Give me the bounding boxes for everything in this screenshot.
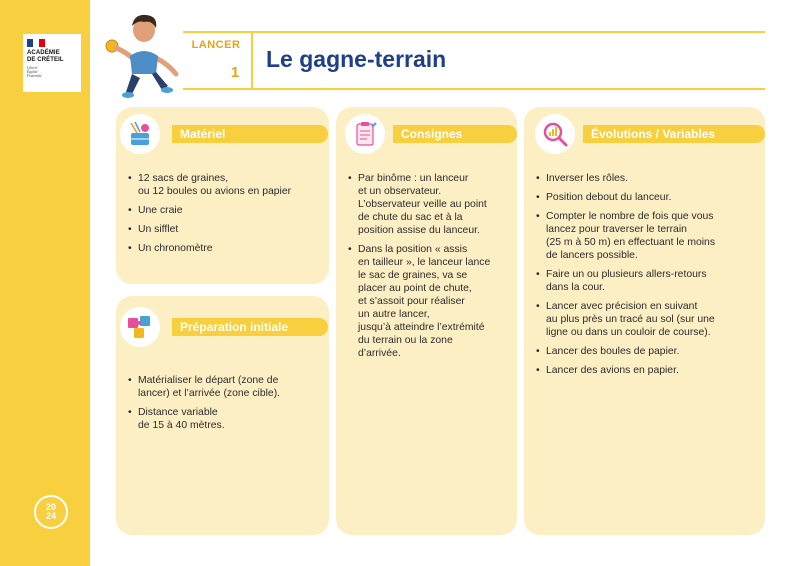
consignes-heading: Consignes (393, 125, 517, 143)
basket-equipment-icon (120, 114, 160, 154)
list-item: • Faire un ou plusieurs allers-retours dans la cour. (536, 268, 762, 294)
puzzle-icon (120, 307, 160, 347)
thrower-illustration (102, 8, 182, 100)
materiel-heading: Matériel (172, 125, 328, 143)
list-item: • Matérialiser le départ (zone de lancer) et l’arrivée (zone cible). (128, 374, 326, 400)
logo-motto (27, 66, 77, 79)
list-item: • Compter le nombre de fois que vous lancez pour traverser le terrain (25 m à 50 m) en effectuant le moins de lancers possible. (536, 210, 762, 262)
header-line-top (183, 31, 765, 33)
evolutions-heading: Évolutions / Variables (583, 125, 765, 143)
list-item: • Par binôme : un lanceur et un observateur. L’observateur veille au point de chute du sac et à la position assise du lanceur. (348, 172, 516, 237)
header-line-bottom (183, 88, 765, 90)
academy-logo (23, 34, 81, 92)
clipboard-icon (345, 114, 385, 154)
evolutions-list (536, 172, 762, 383)
level-number: 1 (230, 64, 240, 81)
list-item: • Dans la position « assis en tailleur », le lanceur lance le sac de graines, va se placer au point de chute, et s’assoit pour réaliser un autre lancer, jusqu’à atteindre l’extrémité du terrain ou la zone d’arrivée. (348, 243, 516, 360)
list-item: • Lancer des avions en papier. (536, 364, 762, 377)
badge-bottom: 24 (45, 511, 56, 521)
logo-line-2: DE CRÉTEIL (27, 57, 64, 63)
list-item: • Un sifflet (128, 223, 326, 236)
consignes-list (348, 172, 516, 366)
list-item: • Lancer avec précision en suivant au plus près un tracé au sol (sur une ligne ou dans un couloir de course). (536, 300, 762, 339)
preparation-heading: Préparation initiale (172, 318, 328, 336)
motto-liberte: Liberté (27, 66, 38, 70)
motto-fraternite: Fraternité (27, 74, 42, 79)
list-item: • Position debout du lanceur. (536, 191, 762, 204)
list-item: • Une craie (128, 204, 326, 217)
motto-egalite: Égalité (27, 70, 38, 75)
materiel-list (128, 172, 326, 261)
preparation-list (128, 374, 326, 438)
list-item: • Inverser les rôles. (536, 172, 762, 185)
badge-2024 (34, 495, 68, 529)
page-title: Le gagne-terrain (266, 46, 447, 72)
category-label: LANCER (191, 39, 241, 51)
logo-line-1: ACADÉMIE (27, 50, 60, 56)
list-item: • Lancer des boules de papier. (536, 345, 762, 358)
badge-top: 20 (45, 502, 56, 512)
magnifier-chart-icon (535, 114, 575, 154)
header-divider (251, 32, 253, 88)
list-item: • Un chronomètre (128, 242, 326, 255)
french-flag-icon (27, 39, 45, 47)
list-item: • Distance variable de 15 à 40 mètres. (128, 406, 326, 432)
list-item: • 12 sacs de graines, ou 12 boules ou avions en papier (128, 172, 326, 198)
